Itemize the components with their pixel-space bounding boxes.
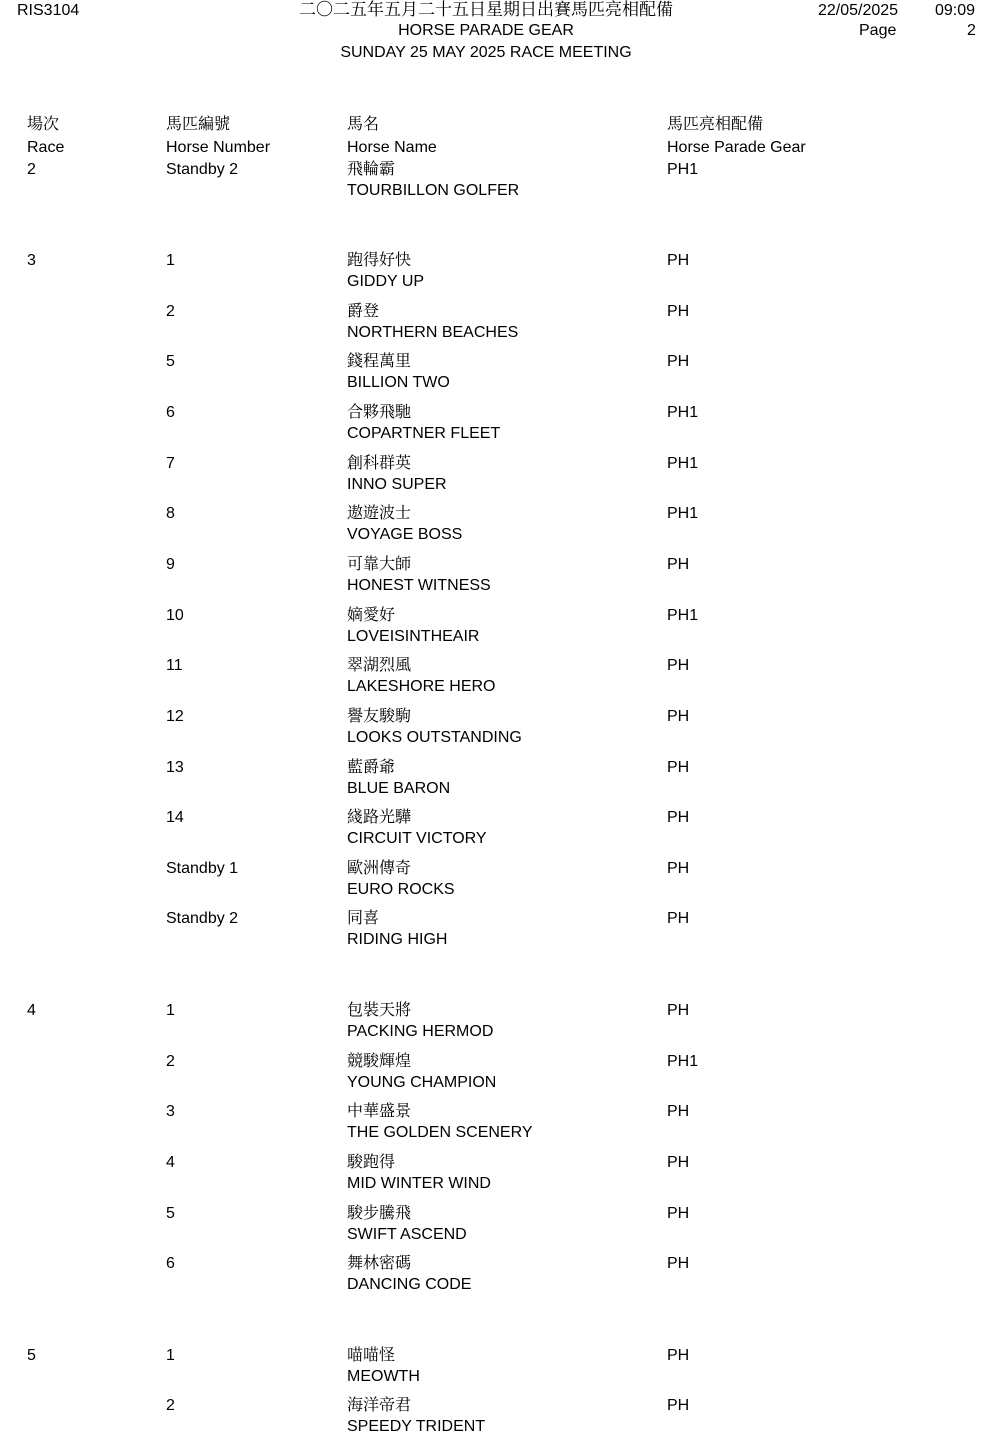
parade-gear-cell: PH	[667, 353, 690, 370]
parade-gear-cell: PH1	[667, 455, 699, 472]
table-row	[0, 1102, 1000, 1146]
page-number: 2	[967, 22, 976, 39]
horse-number-cell: 1	[166, 252, 175, 269]
column-header-name-zh: 馬名	[347, 116, 380, 133]
horse-name-en: THE GOLDEN SCENERY	[347, 1124, 533, 1141]
table-row	[0, 555, 1000, 599]
column-header-gear-zh: 馬匹亮相配備	[667, 116, 764, 133]
horse-name-en: PACKING HERMOD	[347, 1023, 494, 1040]
horse-name-zh: 錢程萬里	[347, 353, 412, 370]
horse-name-en: DANCING CODE	[347, 1276, 472, 1293]
report-date: 22/05/2025	[818, 2, 899, 19]
parade-gear-cell: PH	[667, 759, 690, 776]
parade-gear-cell: PH	[667, 1397, 690, 1414]
horse-name-zh: 歐洲傳奇	[347, 860, 412, 877]
parade-gear-cell: PH	[667, 1205, 690, 1222]
horse-name-en: BLUE BARON	[347, 780, 451, 797]
horse-name-en: MID WINTER WIND	[347, 1175, 491, 1192]
race-cell: 2	[27, 161, 36, 178]
horse-number-cell: 5	[166, 1205, 175, 1222]
horse-name-en: GIDDY UP	[347, 273, 425, 290]
table-row	[0, 160, 1000, 204]
parade-gear-cell: PH1	[667, 505, 699, 522]
horse-number-cell: 5	[166, 353, 175, 370]
horse-name-zh: 舞林密碼	[347, 1255, 412, 1272]
horse-number-cell: 10	[166, 607, 184, 624]
parade-gear-cell: PH	[667, 809, 690, 826]
column-header-race: Race	[27, 139, 65, 156]
column-header-gear: Horse Parade Gear	[667, 139, 806, 156]
parade-gear-cell: PH	[667, 657, 690, 674]
report-title: HORSE PARADE GEAR	[398, 22, 574, 39]
parade-gear-cell: PH	[667, 910, 690, 927]
table-row	[0, 1153, 1000, 1197]
horse-name-en: RIDING HIGH	[347, 931, 448, 948]
horse-number-cell: 4	[166, 1154, 175, 1171]
horse-name-en: LAKESHORE HERO	[347, 678, 496, 695]
horse-name-en: COPARTNER FLEET	[347, 425, 501, 442]
horse-number-cell: 2	[166, 303, 175, 320]
horse-name-en: SPEEDY TRIDENT	[347, 1418, 486, 1435]
horse-name-en: HONEST WITNESS	[347, 577, 491, 594]
report-time: 09:09	[935, 2, 976, 19]
horse-name-zh: 中華盛景	[347, 1103, 412, 1120]
column-header-race-zh: 場次	[27, 116, 60, 133]
parade-gear-cell: PH	[667, 556, 690, 573]
table-row	[0, 1346, 1000, 1390]
parade-gear-cell: PH	[667, 1347, 690, 1364]
horse-name-zh: 海洋帝君	[347, 1397, 412, 1414]
table-row	[0, 758, 1000, 802]
table-row	[0, 1001, 1000, 1045]
race-cell: 3	[27, 252, 36, 269]
horse-number-cell: 3	[166, 1103, 175, 1120]
horse-name-en: SWIFT ASCEND	[347, 1226, 467, 1243]
column-header-number: Horse Number	[166, 139, 271, 156]
horse-name-zh: 駿跑得	[347, 1154, 396, 1171]
horse-number-cell: 8	[166, 505, 175, 522]
table-row	[0, 352, 1000, 396]
race-cell: 5	[27, 1347, 36, 1364]
table-row	[0, 808, 1000, 852]
parade-gear-cell: PH	[667, 1255, 690, 1272]
horse-name-zh: 爵登	[347, 303, 380, 320]
table-row	[0, 1254, 1000, 1298]
report-title-chinese: 二〇二五年五月二十五日星期日出賽馬匹亮相配備	[299, 0, 673, 19]
table-row	[0, 1396, 1000, 1440]
horse-name-zh: 遨遊波士	[347, 505, 412, 522]
horse-number-cell: 7	[166, 455, 175, 472]
table-row	[0, 454, 1000, 498]
column-header-name: Horse Name	[347, 139, 437, 156]
horse-name-zh: 同喜	[347, 910, 380, 927]
table-row	[0, 403, 1000, 447]
page-label: Page	[859, 22, 897, 39]
horse-name-en: LOVEISINTHEAIR	[347, 628, 480, 645]
horse-name-zh: 包裝天將	[347, 1002, 412, 1019]
horse-number-cell: 12	[166, 708, 184, 725]
table-row	[0, 251, 1000, 295]
horse-name-zh: 駿步騰飛	[347, 1205, 412, 1222]
horse-name-en: VOYAGE BOSS	[347, 526, 463, 543]
race-meeting-title: SUNDAY 25 MAY 2025 RACE MEETING	[340, 44, 632, 61]
horse-number-cell: 9	[166, 556, 175, 573]
parade-gear-cell: PH	[667, 708, 690, 725]
horse-name-en: MEOWTH	[347, 1368, 420, 1385]
horse-name-en: NORTHERN BEACHES	[347, 324, 519, 341]
parade-gear-cell: PH1	[667, 1053, 699, 1070]
horse-name-zh: 喵喵怪	[347, 1347, 396, 1364]
horse-number-cell: 1	[166, 1347, 175, 1364]
horse-name-en: BILLION TWO	[347, 374, 450, 391]
table-row	[0, 656, 1000, 700]
parade-gear-cell: PH	[667, 1103, 690, 1120]
horse-number-cell: 13	[166, 759, 184, 776]
horse-name-en: INNO SUPER	[347, 476, 447, 493]
horse-name-zh: 譽友駿駒	[347, 708, 412, 725]
horse-number-cell: Standby 2	[166, 161, 239, 178]
horse-name-zh: 可靠大師	[347, 556, 412, 573]
horse-number-cell: 14	[166, 809, 184, 826]
horse-name-zh: 嫡愛好	[347, 607, 396, 624]
parade-gear-cell: PH	[667, 252, 690, 269]
horse-number-cell: 2	[166, 1053, 175, 1070]
table-row	[0, 707, 1000, 751]
parade-gear-cell: PH1	[667, 161, 699, 178]
horse-name-en: EURO ROCKS	[347, 881, 455, 898]
horse-name-en: LOOKS OUTSTANDING	[347, 729, 522, 746]
parade-gear-cell: PH1	[667, 607, 699, 624]
parade-gear-cell: PH	[667, 860, 690, 877]
horse-name-zh: 飛輪霸	[347, 161, 396, 178]
table-row	[0, 504, 1000, 548]
horse-number-cell: 11	[166, 657, 183, 674]
table-row	[0, 909, 1000, 953]
table-row	[0, 859, 1000, 903]
horse-number-cell: Standby 2	[166, 910, 239, 927]
parade-gear-cell: PH1	[667, 404, 699, 421]
horse-name-zh: 跑得好快	[347, 252, 412, 269]
horse-number-cell: 6	[166, 404, 175, 421]
horse-name-en: YOUNG CHAMPION	[347, 1074, 497, 1091]
table-row	[0, 1204, 1000, 1248]
race-cell: 4	[27, 1002, 36, 1019]
horse-name-en: CIRCUIT VICTORY	[347, 830, 487, 847]
horse-name-zh: 競駿輝煌	[347, 1053, 412, 1070]
parade-gear-cell: PH	[667, 1002, 690, 1019]
parade-gear-cell: PH	[667, 303, 690, 320]
parade-gear-cell: PH	[667, 1154, 690, 1171]
table-row	[0, 302, 1000, 346]
horse-number-cell: 6	[166, 1255, 175, 1272]
horse-name-en: TOURBILLON GOLFER	[347, 182, 520, 199]
column-header-number-zh: 馬匹編號	[166, 116, 231, 133]
horse-name-zh: 綫路光驊	[347, 809, 412, 826]
table-row	[0, 606, 1000, 650]
report-code: RIS3104	[17, 2, 80, 19]
horse-name-zh: 翠湖烈風	[347, 657, 412, 674]
horse-name-zh: 藍爵爺	[347, 759, 396, 776]
horse-number-cell: 2	[166, 1397, 175, 1414]
horse-name-zh: 創科群英	[347, 455, 412, 472]
horse-number-cell: Standby 1	[166, 860, 239, 877]
horse-name-zh: 合夥飛馳	[347, 404, 412, 421]
horse-number-cell: 1	[166, 1002, 175, 1019]
table-row	[0, 1052, 1000, 1096]
